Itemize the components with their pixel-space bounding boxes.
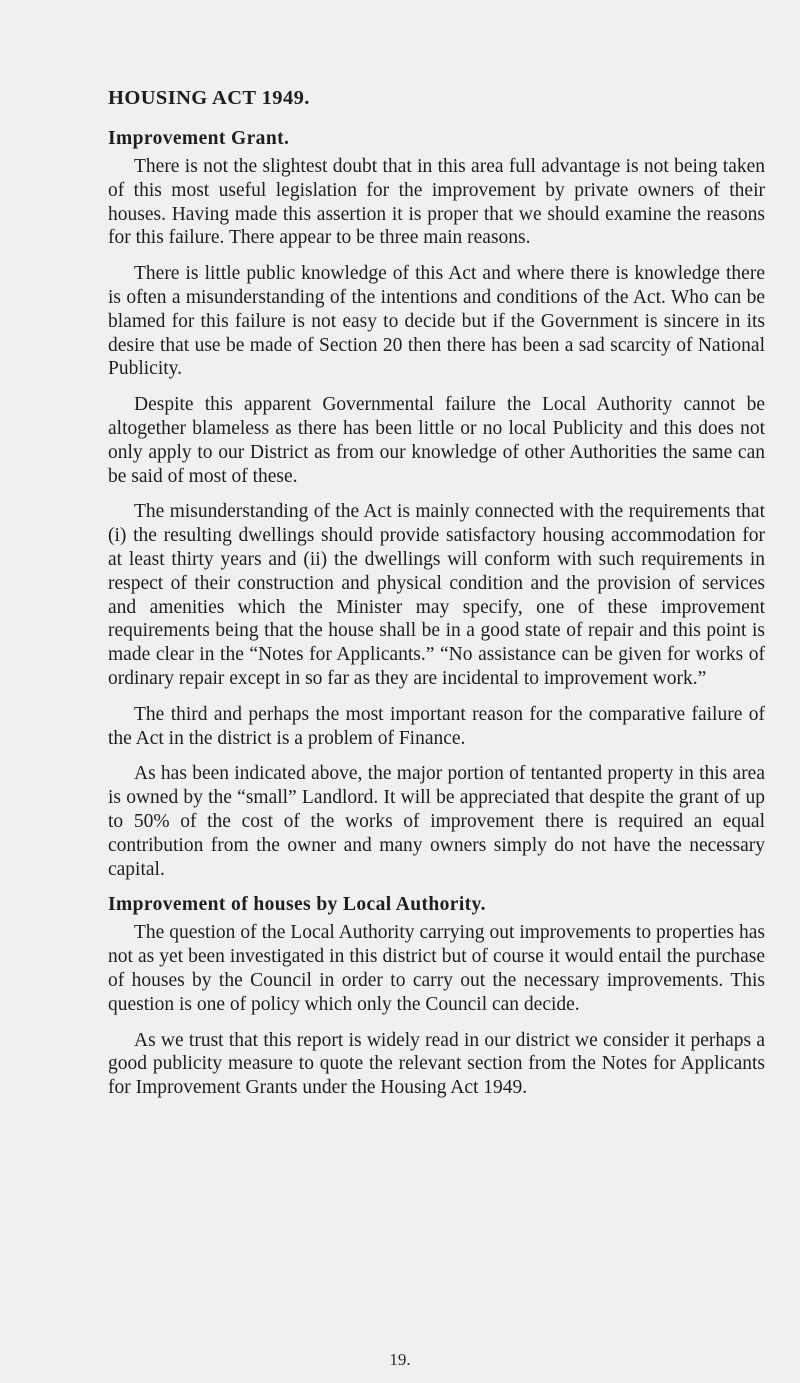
document-page (108, 86, 765, 1112)
paragraph: Despite this apparent Governmental failure the Local Authority cannot be altogether blameless as there has been little or no local Publicity and this does not only apply to our District as from our knowledge of other Authorities the same can be said of most of these. (108, 394, 765, 487)
document-title: HOUSING ACT 1949. (108, 87, 310, 109)
paragraph: The question of the Local Authority carrying out improvements to properties has not as yet been investigated in this district but of course it would entail the purchase of houses by the Council in order to carry out the necessary improvements. This question is one of policy which only the Council can decide. (108, 922, 765, 1015)
section-improvement-by-local-authority (108, 893, 765, 1100)
paragraph: The third and perhaps the most important reason for the comparative failure of the Act in the district is a problem of Finance. (108, 703, 765, 749)
paragraph: As we trust that this report is widely read in our district we consider it perhaps a good publicity measure to quote the relevant section from the Notes for Applicants for Improvement Grants under the Housing Act 1949. (108, 1029, 765, 1099)
paragraph: As has been indicated above, the major portion of tentanted property in this area is owned by the “small” Landlord. It will be appreciated that despite the grant of up to 50% of the cost of the works of improvement there is required an equal contribution from the owner and many owners simply do not have the necessary capital. (108, 763, 765, 880)
section-heading: Improvement of houses by Local Authority. (108, 894, 486, 916)
paragraph: There is not the slightest doubt that in this area full advantage is not being taken of this most useful legislation for the improvement by private owners of their houses. Having made this assertion it is proper that we should examine the reasons for this failure. There appear to be three main reasons. (108, 156, 765, 249)
paragraph: The misunderstanding of the Act is mainly connected with the requirements that (i) the resulting dwellings should provide satisfactory housing accommodation for at least thirty years and (ii) the dwellings will conform with such requirements in respect of their construction and physical condition and the provision of services and amenities which the Minister may specify, one of these improvement requirements being that the house shall be in a good state of repair and this point is made clear in the “Notes for Applicants.” “No assistance can be given for works of ordinary repair except in so far as they are incidental to improvement work.” (108, 501, 765, 689)
section-heading: Improvement Grant. (108, 128, 290, 149)
paragraph: There is little public knowledge of this Act and where there is knowledge there is often a misunderstanding of the intentions and conditions of the Act. Who can be blamed for this failure is not easy to decide but if the Government is sincere in its desire that use be made of Section 20 then there has been a sad scarcity of National Publicity. (108, 263, 765, 380)
section-improvement-grant (108, 127, 765, 881)
page-number: 19. (389, 1350, 411, 1369)
